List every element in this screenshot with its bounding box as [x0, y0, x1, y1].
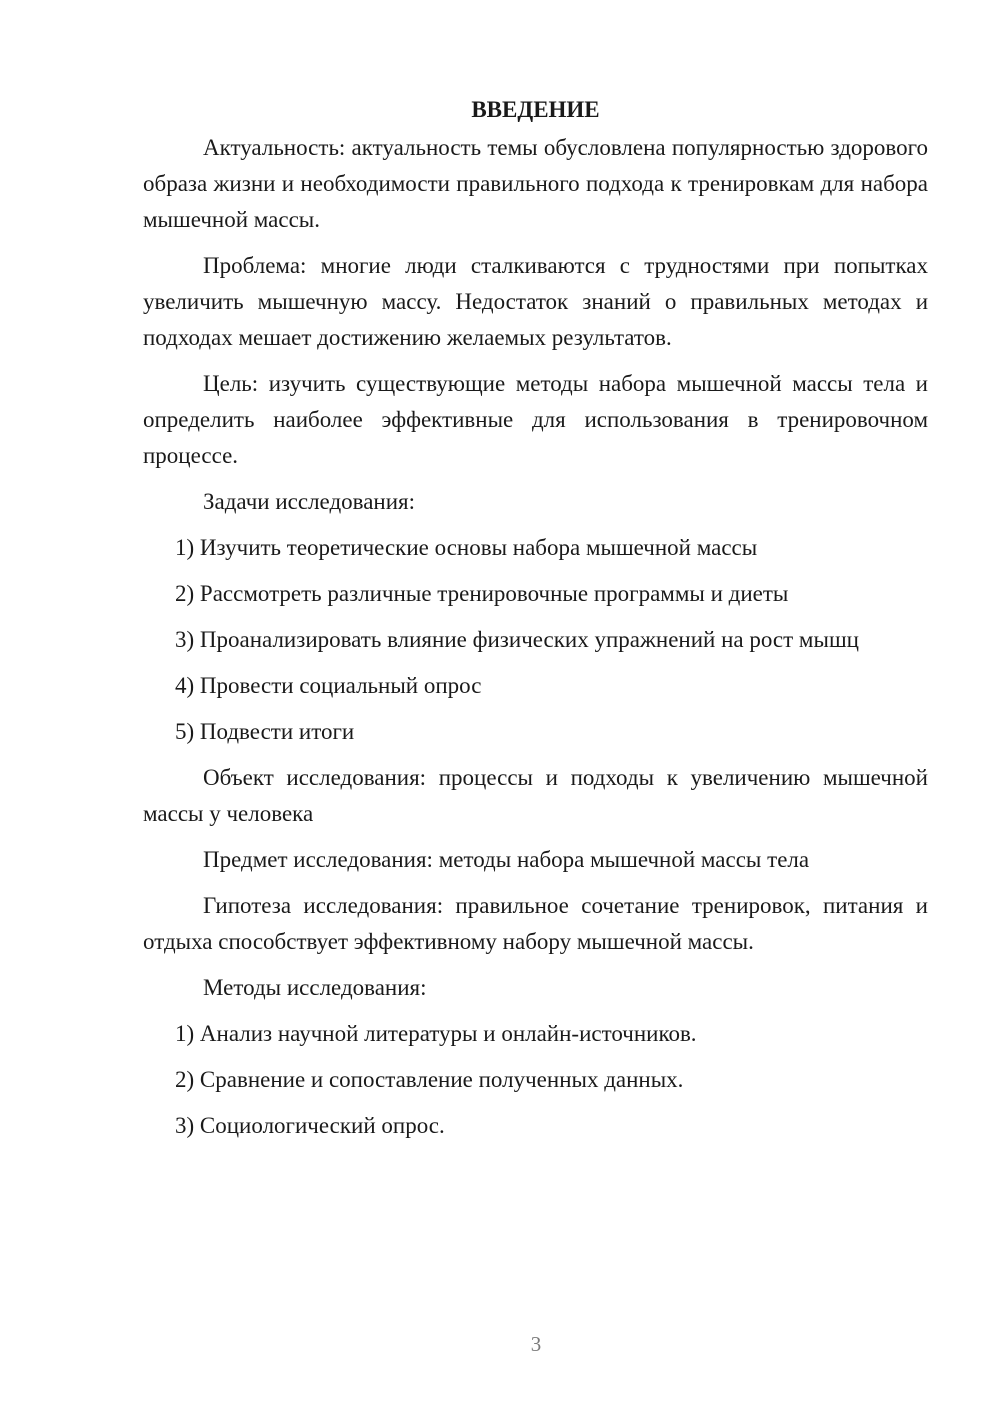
methods-title: Методы исследования:: [203, 975, 427, 1000]
list-item: 3) Проанализировать влияние физических упражнений на рост мышц: [175, 627, 859, 652]
hypothesis-paragraph: Гипотеза исследования: правильное сочетание тренировок, питания и отдыха способствует эффективному набору мышечной массы.: [143, 893, 928, 954]
goal-paragraph: Цель: изучить существующие методы набора мышечной массы тела и определить наиболее эффективные для использования в тренировочном процессе.: [143, 371, 928, 468]
list-item: 3) Социологический опрос.: [175, 1113, 445, 1138]
list-item: 1) Изучить теоретические основы набора мышечной массы: [175, 535, 758, 560]
page-content: [143, 92, 928, 1154]
list-item: 5) Подвести итоги: [175, 719, 355, 744]
problem-paragraph: Проблема: многие люди сталкиваются с трудностями при попытках увеличить мышечную массу. Недостаток знаний о правильных методах и подходах мешает достижению желаемых результатов.: [143, 253, 928, 350]
list-item: 2) Рассмотреть различные тренировочные программы и диеты: [175, 581, 789, 606]
list-item: 4) Провести социальный опрос: [175, 673, 482, 698]
page-number: 3: [530, 1332, 542, 1356]
relevance-paragraph: Актуальность: актуальность темы обусловлена популярностью здорового образа жизни и необходимости правильного подхода к тренировкам для набора мышечной массы.: [143, 135, 928, 232]
list-item: 2) Сравнение и сопоставление полученных данных.: [175, 1067, 684, 1092]
object-paragraph: Объект исследования: процессы и подходы к увеличению мышечной массы у человека: [143, 765, 928, 826]
subject-paragraph: Предмет исследования: методы набора мышечной массы тела: [203, 847, 810, 872]
list-item: 1) Анализ научной литературы и онлайн-источников.: [175, 1021, 697, 1046]
tasks-list: [143, 530, 928, 750]
section-heading: ВВЕДЕНИЕ: [471, 97, 600, 122]
tasks-title: Задачи исследования:: [203, 489, 416, 514]
methods-list: [143, 1016, 928, 1144]
